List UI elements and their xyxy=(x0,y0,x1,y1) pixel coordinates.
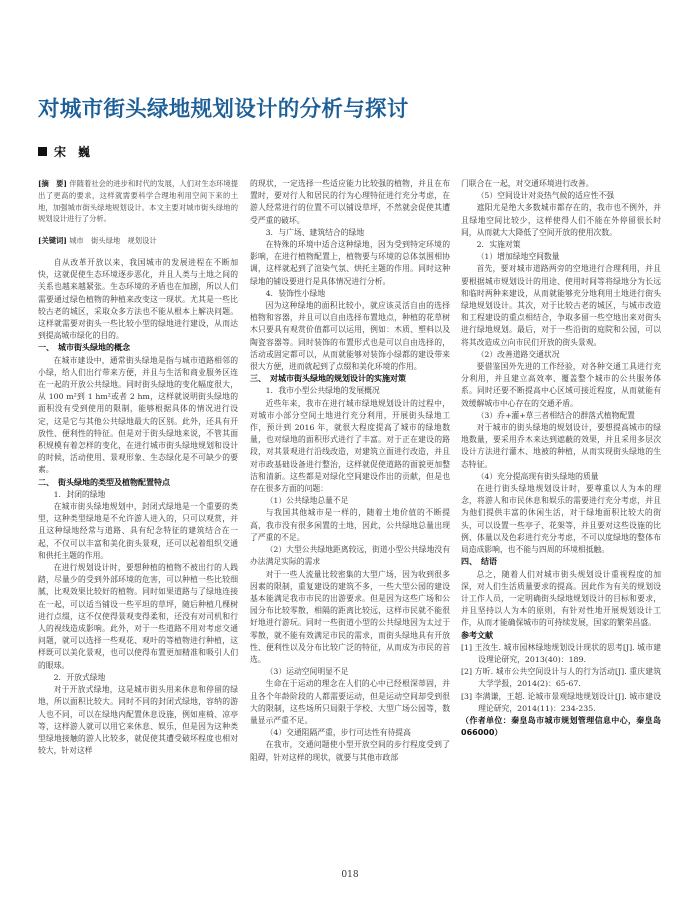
paragraph: 4．装饰性小绿地 xyxy=(265,288,326,298)
paragraph: 生命在于运动的理念在人们的心中已经根深蒂固，并且各个年龄阶段的人都需要运动，但是运动空间却受到很大的限制，这些场所只局限于学校、大型广场公园等，数量显示严重不足。 xyxy=(250,679,450,725)
keywords-text: 城市 街头绿地 规划设计 xyxy=(69,236,157,246)
paragraph: 要借鉴国外先进的工作经验，对各种交通工具进行充分利用，并且建立高效率、覆盖整个城市的公共服务体系。同时还要不断提高中心区域可接近程度，从而就能有效缓解城市中心存在的交通矛盾。 xyxy=(461,362,661,408)
paragraph: （3）运动空间明显不足 xyxy=(265,667,349,677)
keywords xyxy=(38,235,238,247)
column-3 xyxy=(461,178,661,739)
paragraph: （4）交通阻隔严重，步行可达性有待提高 xyxy=(265,728,411,738)
paragraph: 在进行规划设计时，要想种植的植物不被出行的人践踏，尽量少的受到外部环境的危害，可以种植一些比较细腻，比观效果比较好的植物。同时如果道路与了绿地连接在一起，可以适当铺设一些平坦的草坪，随后种植几棵树进行点缀，这不仅使得景观变得柔和，还没有对司机和行人的视线造成影响。此外，对于一些道路不用对考虑交通问题，就可以选择一些观花、观叶的等植物进行种植，这样既可以美化景观，也可以使得布置更加精准和吸引人们的眼球。 xyxy=(38,563,238,670)
column-1 xyxy=(38,178,238,757)
paragraph: 对于城市的街头绿地的规划设计，要想提高城市的绿地数量，要采用乔木来达到遮蔽的效果，并且采用多层次设计方法进行灌木、地被的种植，从而实现街头绿地的生态特征。 xyxy=(461,423,661,469)
reference-item: [1] 王汝生. 城市园林绿地规划设计现状的思考[J]. 城市建设理论研究，2013(40)：189. xyxy=(461,642,661,664)
column-2-body xyxy=(250,178,450,764)
abstract-label: [摘 要] xyxy=(38,179,67,188)
reference-item: [2] 方昕. 城市公共空间设计与人的行为活动[J]. 重庆建筑大学学报，2014(2)：65-67. xyxy=(461,667,661,689)
paragraph: 2．开放式绿地 xyxy=(53,672,106,682)
paragraph: 在特殊的环境中适合这种绿地，因为受到特定环境的影响，在进行植物配置上，植物要与环境的总体氛围相协调，这样就起到了渲染气氛、烘托主题的作用。同时这种绿地的铺设要进行是具体情况进行分析。 xyxy=(250,240,450,286)
paragraph: （3）乔+灌+草三者相结合的群落式植物配置 xyxy=(476,410,635,420)
reference-item: [3] 李满谦，王超. 论城市景观绿地规划设计[J]. 城市建设理论研究，2014(11)：234-235. xyxy=(461,691,661,713)
column-1-body xyxy=(38,257,238,757)
article-title: 对城市街头绿地规划设计的分析与探讨 xyxy=(38,97,409,122)
paragraph: 总之，随着人们对城市街头规划设计重视程度的加深，对人们生活质量要求的提高。因此作为有关的规划设计工作人员，一定明确街头绿地规划设计的目标和要求，并且坚持以人为本的原则，有针对性地开展规划设计工作，从而才能确保城市的可持续发展，国家的繁荣昌盛。 xyxy=(461,569,661,628)
paragraph: 3．与广场、建筑结合的绿地 xyxy=(265,227,365,237)
paragraph: 门联合在一起，对交通环境进行改善。 xyxy=(461,179,594,188)
paragraph: （1）公共绿地总量不足 xyxy=(265,496,349,506)
paragraph: 在进行街头绿地规划设计时，要尊重以人为本的理念，将游人和市民休息和娱乐的需要进行充分考虑，并且为他们提供丰富的休闲生活，对于绿地面积比较大的街头，可以设置一些亭子、花架等，并且要对这些设施的比例、体量以及色彩进行充分考虑，不可以度绿地的整体布局造成影响，也不能与四周的环境相抵触。 xyxy=(461,484,661,555)
paragraph: 遮阳尤是绝大多数城市都存在的，我市也不例外，并且绿地空间比较少，这样使得人们不能在外停留很长时间，从而就大大降低了空间开放的使用次数。 xyxy=(461,203,661,237)
paragraph: （1）增加绿地空间数量 xyxy=(476,252,560,262)
abstract-text: 伴随着社会的进步和时代的发展，人们对生态环境提出了更高的要求，这样就需要科学合理地利用空间下来的土地，加强城市街头绿地规划设计。本文主要对城市街头绿地的规划设计进行了分析。 xyxy=(38,179,238,224)
paragraph: 自从改革开放以来，我国城市的发展进程在不断加快，这就促使生态环境逐步恶化，并且人类与土地之间的关系也越来越紧张。生态环境的矛盾也在加剧，所以人们需要通过绿色植物的种植来改变这一现状。尤其是一些比较古老的城区，采取众多方法也不能从根本上解决问题。这样就需要对街头一些比较小型的绿地进行建设，从而达到提高城市绿化的目的。 xyxy=(38,257,238,341)
author-name: 宋 巍 xyxy=(54,145,91,159)
paragraph: （5）空间设计对炎热气候的适应性不强 xyxy=(476,191,615,201)
paragraph: 对于开放式绿地，这是城市街头用来休息和停留的绿地，所以面积比较大。同时不同的封闭式绿地，容纳的游人也不同，可以在绿地内配置休息设施，例如座椅、凉亭等，这样游人就可以用它来休息、娱乐，但是因为这种类型绿地接触的游人比较多，就促使其遭受破坏程度也相对较大，针对这样 xyxy=(38,685,238,756)
section-heading: 四、 结语 xyxy=(461,557,497,567)
page-number: 018 xyxy=(341,870,359,880)
column-2 xyxy=(250,178,450,764)
paragraph: （4）充分提高现有街头绿地的质量 xyxy=(476,471,599,481)
column-3-body xyxy=(461,178,661,739)
section-heading: 一、 城市街头绿地的概念 xyxy=(38,343,130,353)
paragraph: 1．我市小型公共绿地的发展概况 xyxy=(265,386,380,396)
section-heading: 参考文献 xyxy=(461,630,493,640)
paragraph: 在我市，交通问题使小型开放空间的步行程度受到了阻碍，针对这样的现状，就要与其他市政部 xyxy=(250,740,450,762)
paragraph: （2）大型公共绿地距离较远，街道小型公共绿地没有办法满足实际的需求 xyxy=(250,545,450,567)
keywords-label: [关键词] xyxy=(38,236,67,246)
section-heading: 三、 对城市街头绿地的规划设计的实施对策 xyxy=(250,374,406,384)
paragraph: 因为这种绿地的面积比较小，就应该灵活自由的选择植物和容器，并且可以自由选择布置地点，种植的花草树木只要具有观赏价值都可以运用，例如：木质、塑料以及陶瓷容器等。同时装饰的布置形式也是可以自由选择的，活动或固定都可以，从而就能够对装饰小绿都的建设带来很大方便，进而就起到了点缀和美化环境的作用。 xyxy=(250,301,450,372)
paragraph: 在城市街头绿地规划中，封闭式绿地是一个重要的类型，这种类型绿地是不允许游人进入的，只可以观赏，并且这种绿地经常与道路、具有纪念特征的建筑结合在一起，不仅可以丰富和美化街头景观，还可以起着组织交通和供托主题的作用。 xyxy=(38,502,238,560)
author-affiliation: （作者单位：秦皇岛市城市规划管理信息中心，秦皇岛 066000） xyxy=(461,715,661,738)
paragraph: （2）改善道路交通状况 xyxy=(476,349,560,359)
paragraph: 与我国其他城市是一样的，随着土地价值的不断提高，我市没有很多闲置的土地，因此，公共绿地总量出现了严重的不足。 xyxy=(250,508,450,542)
paragraph: 在城市建设中，通常街头绿地是指与城市道路相邻的小绿，给人们出行带来方便，并且与生活和商业服务区连在一起的开放公共绿地。同时街头绿地的变化幅度很大，从 100 m²到 1 hm²或者 2 hm，这样就说明街头绿地的面积没有受到使用的限制，能够根据具体的情况进行设定，这是它与其他公共绿地最大的区别。此外，还具有开放性、便利性的特征。但是对于街头绿地来说，不管其面积规模有着怎样的变化，在进行城市街头绿地规划和设计的时候，活动使用、景观形象、生态绿化是不可缺少的要素。 xyxy=(38,355,238,475)
paragraph: 2．实施对策 xyxy=(476,240,521,250)
paragraph: 对于一些人流量比较密集的大型广场，因为收到很多因素的限制，重复建设的建筑不多，一些大型公园的建设基本能满足我市市民的出游要求。但是因为这些广场和公园分布比较零散，相隔的距离比较远，这样市民就不能很好地进行游玩。同时一些街道小型的公共绿地因为太过于零散，就不能有效满足市民的需求，而街头绿地具有开放性、便利性以及分布比较广泛的特征，从而成为市民的首选。 xyxy=(250,569,450,664)
paragraph: 首先，要对城市道路两旁的空地进行合理利用，并且要根据城市规划设计的用途、使用时间等将绿地分为长远和临时两种来建设，从而就能够充分地利用土地进行街头绿地规划设计。其次，对于比较古老的城区，与城市改造和工程建设的重点相结合，争取多留一些空地出来对街头进行绿地规划。最后，对于一些沿街的庭院和公园，可以将其改造成立向市民们开放的街头景观。 xyxy=(461,264,661,347)
author-line xyxy=(38,143,90,160)
section-heading: 二、 街头绿地的类型及植物配置特点 xyxy=(38,477,170,487)
paragraph: 1．封闭的绿地 xyxy=(53,489,106,499)
paragraph: 的现状，一定选择一些适应能力比较强的植物，并且在布置时，要对行人和居民的行为心理特征进行充分考虑，在游人经常进行的位置不可以铺设草坪，不然就会促使其遭受严重的破坏。 xyxy=(250,179,450,225)
paragraph: 近些年来，我市在进行城市绿地规划设计的过程中，对城市小部分空间土地进行充分利用，开展街头绿地工作，预计到 2016 年，就很大程度提高了城市的绿地数量，也对绿地的面积形式进行了丰富。对于正在建设的路段，对其景观进行沿线改造，对建筑立面进行改造，并且对市政基础设备进行整治，这样就促使道路的面貌更加整洁和清新。这些都是对绿化空间建设作出的贡献，但是也存在很多方面的问题： xyxy=(250,398,450,494)
square-bullet-icon xyxy=(38,147,47,156)
abstract xyxy=(38,178,238,225)
